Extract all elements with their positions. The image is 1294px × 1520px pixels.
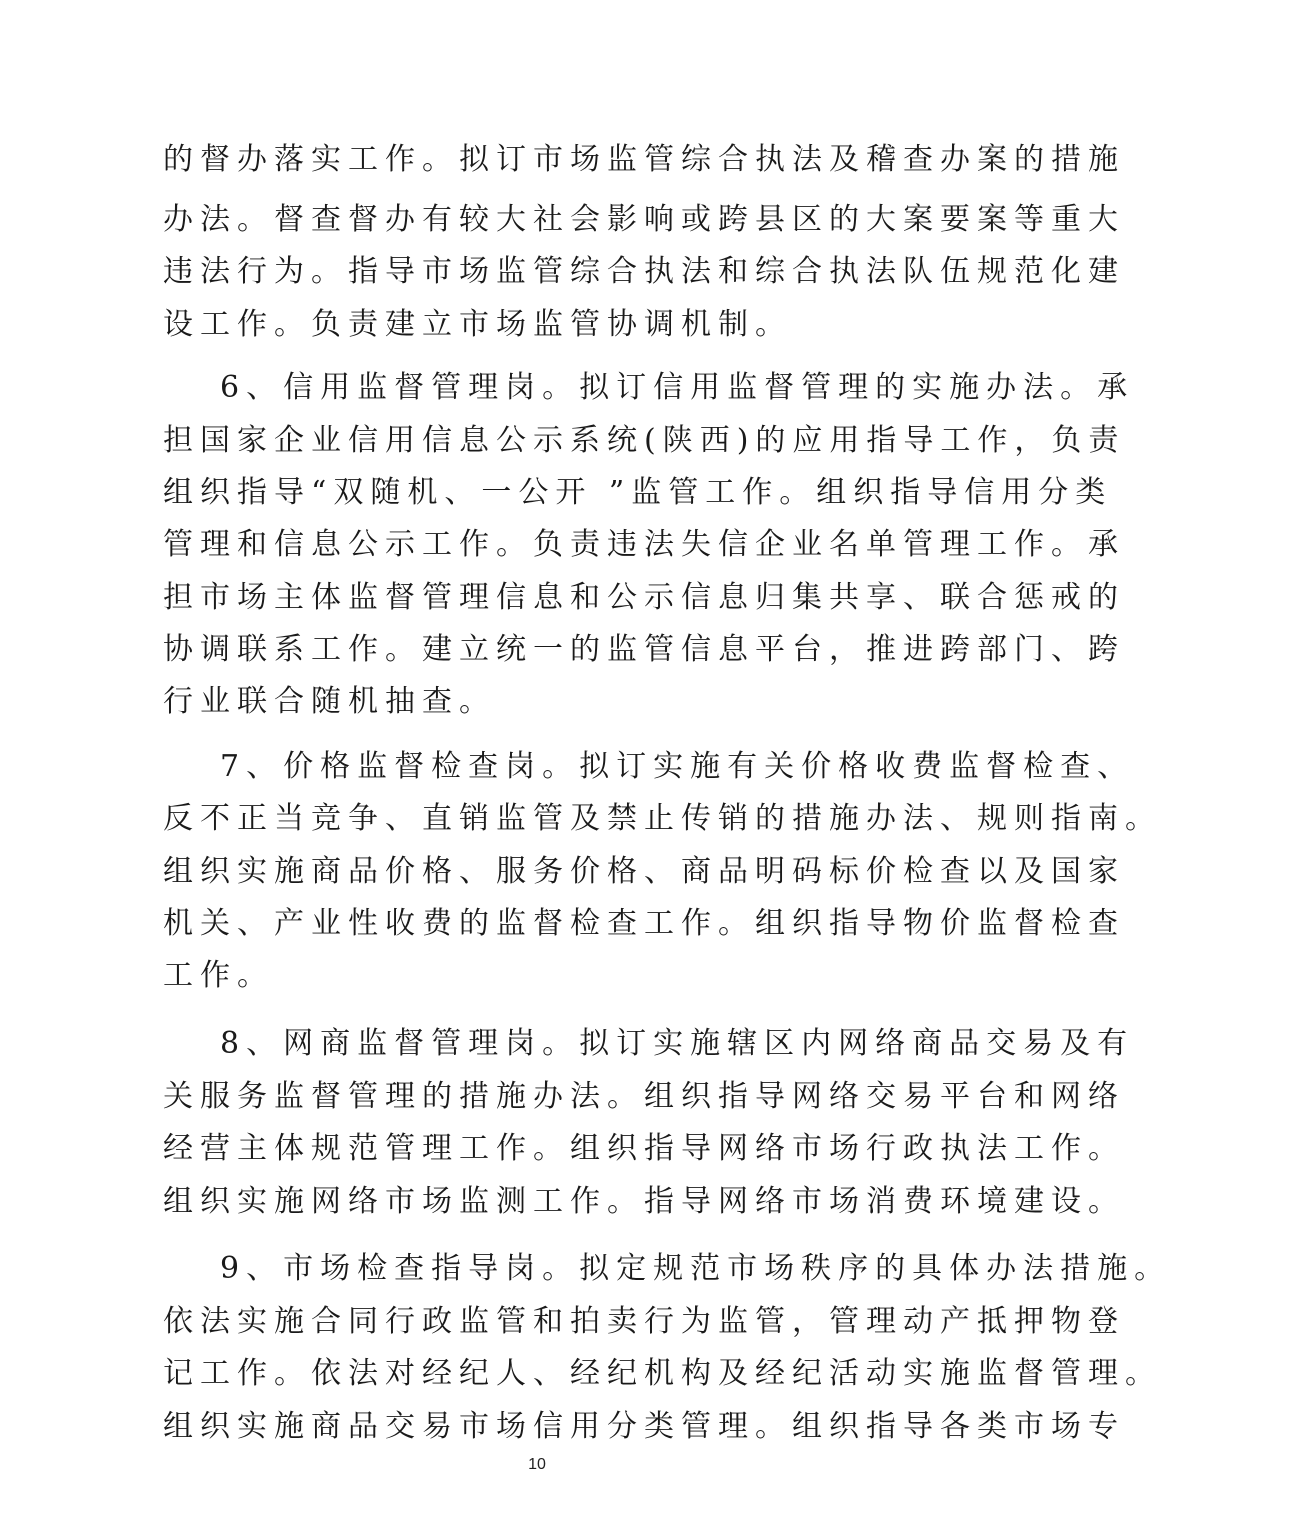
text-line: 设工作。负责建立市场监管协调机制。	[163, 307, 792, 342]
text-line: 协调联系工作。建立统一的监管信息平台，推进跨部门、跨	[163, 632, 1125, 667]
text-line: 反不正当竞争、直销监管及禁止传销的措施办法、规则指南。	[163, 801, 1162, 836]
text-line: 工作。	[163, 958, 274, 993]
text-line: 6、信用监督管理岗。拟订信用监督管理的实施办法。承	[220, 370, 1135, 405]
text-line: 的督办落实工作。拟订市场监管综合执法及稽查办案的措施	[163, 142, 1125, 177]
text-line: 组织实施商品交易市场信用分类管理。组织指导各类市场专	[163, 1409, 1125, 1444]
text-line: 组织实施商品价格、服务价格、商品明码标价检查以及国家	[163, 854, 1125, 889]
text-line: 组织指导“双随机、一公开 ”监管工作。组织指导信用分类	[163, 475, 1113, 510]
text-line: 记工作。依法对经纪人、经纪机构及经纪活动实施监督管理。	[163, 1356, 1162, 1391]
text-line: 管理和信息公示工作。负责违法失信企业名单管理工作。承	[163, 527, 1125, 562]
text-line: 担市场主体监督管理信息和公示信息归集共享、联合惩戒的	[163, 580, 1125, 615]
page-number: 10	[528, 1456, 546, 1473]
text-line: 7、价格监督检查岗。拟订实施有关价格收费监督检查、	[220, 749, 1135, 784]
text-line: 依法实施合同行政监管和拍卖行为监管，管理动产抵押物登	[163, 1304, 1125, 1339]
text-line: 违法行为。指导市场监管综合执法和综合执法队伍规范化建	[163, 254, 1125, 289]
text-line: 机关、产业性收费的监督检查工作。组织指导物价监督检查	[163, 906, 1125, 941]
text-line: 办法。督查督办有较大社会影响或跨县区的大案要案等重大	[163, 202, 1125, 237]
text-line: 担国家企业信用信息公示系统(陕西)的应用指导工作，负责	[163, 423, 1126, 458]
text-line: 9、市场检查指导岗。拟定规范市场秩序的具体办法措施。	[220, 1251, 1172, 1286]
text-line: 组织实施网络市场监测工作。指导网络市场消费环境建设。	[163, 1184, 1125, 1219]
text-line: 8、网商监督管理岗。拟订实施辖区内网络商品交易及有	[220, 1026, 1135, 1061]
text-line: 关服务监督管理的措施办法。组织指导网络交易平台和网络	[163, 1079, 1125, 1114]
text-line: 经营主体规范管理工作。组织指导网络市场行政执法工作。	[163, 1131, 1125, 1166]
text-line: 行业联合随机抽查。	[163, 684, 496, 719]
